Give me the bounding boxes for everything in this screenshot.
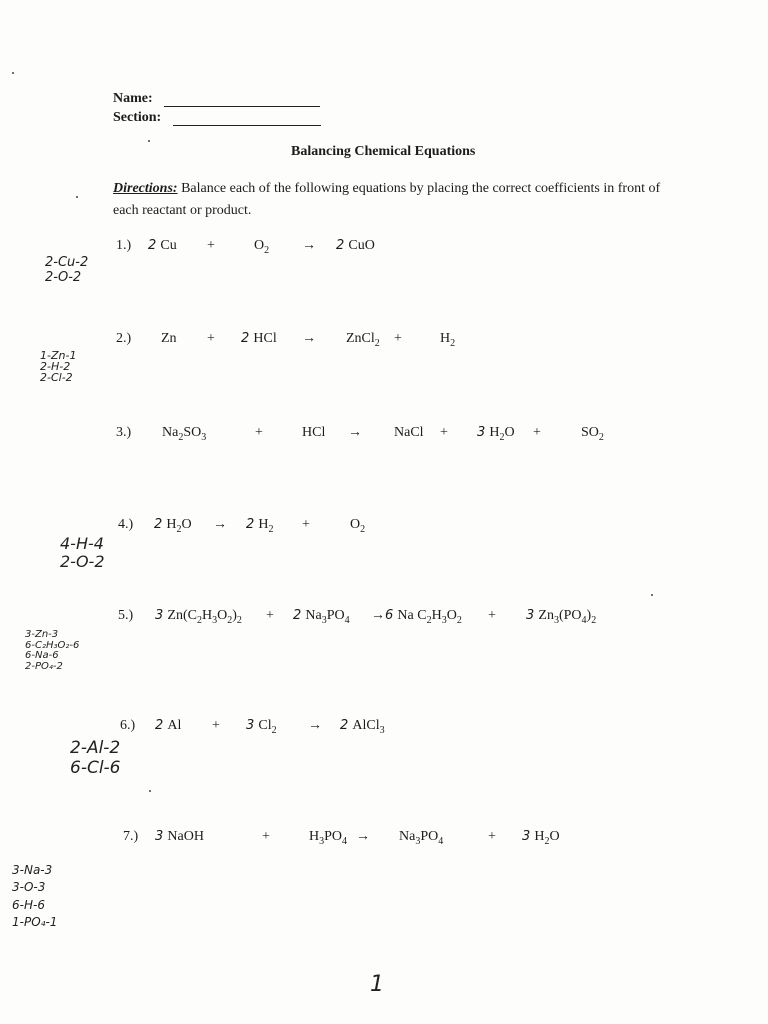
- term: Zn: [161, 331, 177, 346]
- side-note-5: [25, 630, 79, 672]
- coefficient: 3: [477, 425, 490, 440]
- coefficient: 6: [385, 608, 398, 623]
- equation-number: 6.): [120, 718, 136, 733]
- note-line: 6-Na-6: [25, 650, 59, 661]
- term: 3 $H_2O$: [477, 425, 515, 443]
- note-line: 6-H-6: [12, 897, 45, 912]
- term: $H_2$: [440, 331, 456, 349]
- term: ZnCl$_2$: [346, 331, 380, 349]
- operator: +: [207, 331, 215, 346]
- side-note-2: [40, 350, 76, 383]
- name-label: Name:: [113, 91, 153, 106]
- scan-speck: [149, 790, 151, 792]
- directions-heading: Directions:: [113, 181, 178, 196]
- equation-7: [123, 829, 560, 847]
- term: $SO_2$: [581, 425, 604, 443]
- term: 2 Al: [155, 718, 182, 733]
- coefficient: 3: [246, 718, 259, 733]
- coefficient: 3: [526, 608, 539, 623]
- equation-number: 5.): [118, 608, 134, 623]
- page-title: Balancing Chemical Equations: [291, 144, 476, 159]
- term: 6 Na $C_2H_3O_2$: [385, 608, 462, 626]
- note-line: 2-Cu-2: [45, 255, 89, 270]
- term: 2 Cu: [148, 238, 177, 253]
- coefficient: 2: [340, 718, 353, 733]
- note-line: 4-H-4: [60, 534, 104, 553]
- operator: +: [266, 608, 274, 623]
- coefficient: 2: [241, 331, 254, 346]
- note-line: 2-O-2: [60, 551, 105, 571]
- term: 3 $Cl_2$: [246, 718, 277, 736]
- equation-3: [116, 425, 604, 443]
- operator: →: [356, 829, 370, 844]
- operator: +: [394, 331, 402, 346]
- equation-4: [118, 517, 366, 535]
- name-blank-line[interactable]: [164, 106, 320, 107]
- note-line: 2-Al-2: [70, 738, 121, 758]
- note-line: 2-H-2: [40, 360, 71, 373]
- equation-6: [120, 718, 385, 736]
- note-line: 3-Na-3: [12, 863, 53, 877]
- term: NaCl: [394, 425, 424, 440]
- coefficient: 3: [155, 608, 168, 623]
- term: 2 CuO: [336, 238, 375, 253]
- side-note-6: [70, 738, 121, 779]
- equation-number: 2.): [116, 331, 132, 346]
- note-line: 6-Cl-6: [70, 758, 121, 779]
- term: $Na_3PO_4$: [399, 829, 444, 847]
- note-line: 2-Cl-2: [40, 371, 73, 384]
- equation-number: 3.): [116, 425, 132, 440]
- term: $Na_2SO_3$: [162, 425, 207, 443]
- note-line: 2-PO₄-2: [25, 660, 63, 672]
- coefficient: 2: [154, 517, 167, 532]
- term: 3 $Zn_3(PO_4)_2$: [526, 608, 597, 626]
- coefficient: 2: [155, 718, 168, 733]
- note-line: 1-PO₄-1: [12, 915, 58, 930]
- note-line: 2-O-2: [45, 269, 82, 285]
- coefficient: 2: [293, 608, 306, 623]
- term: $H_3PO_4$: [309, 829, 348, 847]
- coefficient: 2: [148, 238, 161, 253]
- operator: +: [488, 829, 496, 844]
- directions: [113, 178, 673, 222]
- coefficient: 2: [336, 238, 349, 253]
- coefficient: 2: [246, 517, 259, 532]
- operator: →: [371, 608, 385, 623]
- section-row: [113, 110, 321, 126]
- scan-speck: [76, 196, 78, 198]
- term: HCl: [302, 425, 326, 440]
- side-note-4: [60, 535, 105, 570]
- operator: +: [255, 425, 263, 440]
- equation-2: [116, 331, 456, 349]
- note-line: 1-Zn-1: [40, 349, 77, 362]
- operator: +: [533, 425, 541, 440]
- term: 2 AlCl$_3$: [340, 718, 385, 736]
- term: 2 HCl: [241, 331, 277, 346]
- note-line: 3-Zn-3: [25, 629, 59, 640]
- coefficient: 3: [522, 829, 535, 844]
- section-blank-line[interactable]: [173, 125, 321, 126]
- equation-number: 7.): [123, 829, 139, 844]
- operator: →: [302, 238, 316, 253]
- operator: →: [348, 425, 362, 440]
- operator: +: [262, 829, 270, 844]
- operator: +: [212, 718, 220, 733]
- section-label: Section:: [113, 110, 162, 125]
- name-row: [113, 91, 320, 107]
- side-note-7: [12, 862, 57, 932]
- term: 3 NaOH: [155, 829, 204, 844]
- scan-speck: [12, 72, 14, 74]
- scan-speck: [148, 140, 150, 142]
- page-number: 1: [370, 972, 384, 997]
- operator: →: [308, 718, 322, 733]
- operator: +: [302, 517, 310, 532]
- equation-1: [116, 238, 375, 256]
- equation-5: [118, 608, 597, 626]
- term: 2 $Na_3PO_4$: [293, 608, 350, 626]
- term: 2 $H_2O$: [154, 517, 192, 535]
- term: $O_2$: [350, 517, 366, 535]
- directions-text: Balance each of the following equations by placing the correct coefficients in front of each reactant or product.: [113, 181, 661, 218]
- note-line: 6-C₂H₃O₂-6: [25, 639, 80, 651]
- scan-speck: [651, 594, 653, 596]
- operator: +: [207, 238, 215, 253]
- note-line: 3-O-3: [12, 880, 46, 895]
- operator: +: [488, 608, 496, 623]
- side-note-1: [45, 256, 88, 286]
- term: 3 $Zn(C_2H_3O_2)_2$: [155, 608, 242, 626]
- equation-number: 1.): [116, 238, 132, 253]
- operator: +: [440, 425, 448, 440]
- term: 2 $H_2$: [246, 517, 274, 535]
- operator: →: [302, 331, 316, 346]
- term: 3 $H_2O$: [522, 829, 560, 847]
- equation-number: 4.): [118, 517, 134, 532]
- coefficient: 3: [155, 829, 168, 844]
- operator: →: [213, 517, 227, 532]
- term: $O_2$: [254, 238, 270, 256]
